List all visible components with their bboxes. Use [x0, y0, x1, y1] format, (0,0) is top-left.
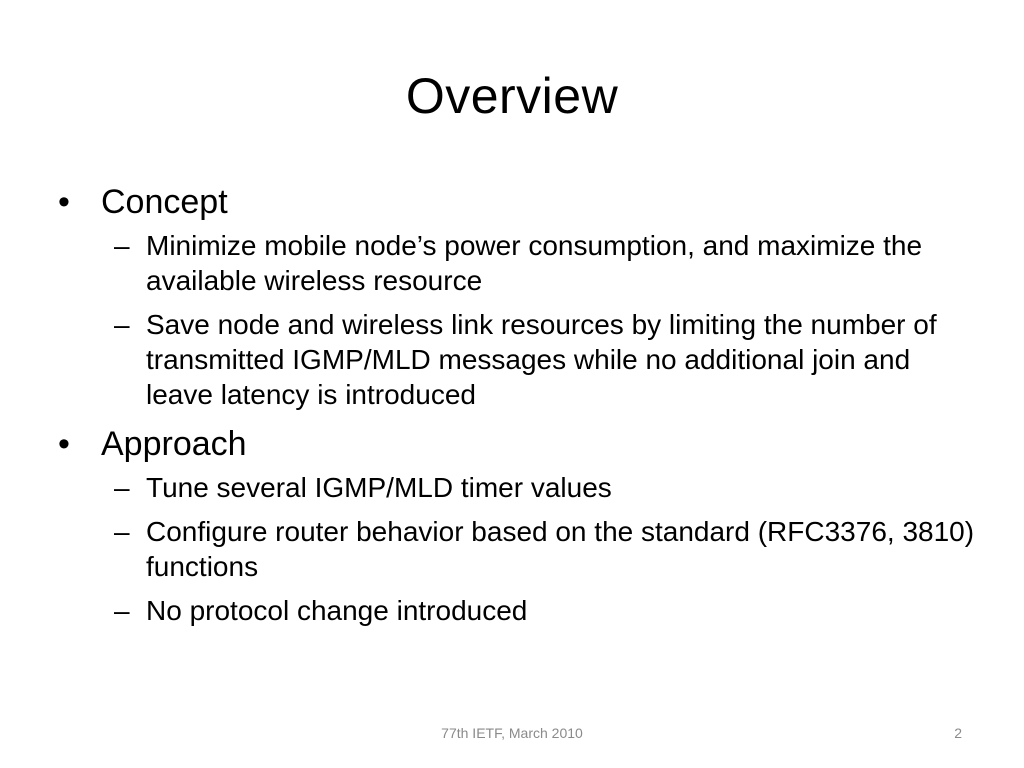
- dash-icon: –: [114, 472, 130, 503]
- sub-bullet-text: No protocol change introduced: [146, 595, 528, 626]
- dash-icon: –: [114, 595, 130, 626]
- page-number: 2: [954, 725, 962, 741]
- sub-bullet-list: [58, 470, 978, 628]
- sub-bullet-item: [58, 470, 978, 505]
- sub-bullet-text: Tune several IGMP/MLD timer values: [146, 472, 612, 503]
- dash-icon: –: [114, 309, 130, 340]
- sub-bullet-list: [58, 228, 978, 412]
- bullet-heading: Approach: [101, 425, 247, 463]
- slide-body: [58, 180, 978, 638]
- slide-footer: 77th IETF, March 2010: [441, 725, 583, 741]
- slide-title: Overview: [405, 68, 619, 124]
- sub-bullet-item: [58, 593, 978, 628]
- bullet-heading: Concept: [101, 183, 228, 221]
- sub-bullet-text: Configure router behavior based on the standard (RFC3376, 3810) functions: [146, 516, 975, 582]
- dash-icon: –: [114, 230, 130, 261]
- bullet-icon: •: [58, 425, 70, 463]
- sub-bullet-item: [58, 514, 978, 584]
- sub-bullet-text: Minimize mobile node’s power consumption, and maximize the available wireless resource: [146, 230, 923, 296]
- sub-bullet-item: [58, 307, 978, 412]
- bullet-icon: •: [58, 183, 70, 221]
- sub-bullet-item: [58, 228, 978, 298]
- sub-bullet-text: Save node and wireless link resources by limiting the number of transmitted IGMP/MLD messages while no additional join and leave latency is introduced: [146, 309, 937, 410]
- bullet-approach: [58, 422, 978, 466]
- bullet-concept: [58, 180, 978, 224]
- dash-icon: –: [114, 516, 130, 547]
